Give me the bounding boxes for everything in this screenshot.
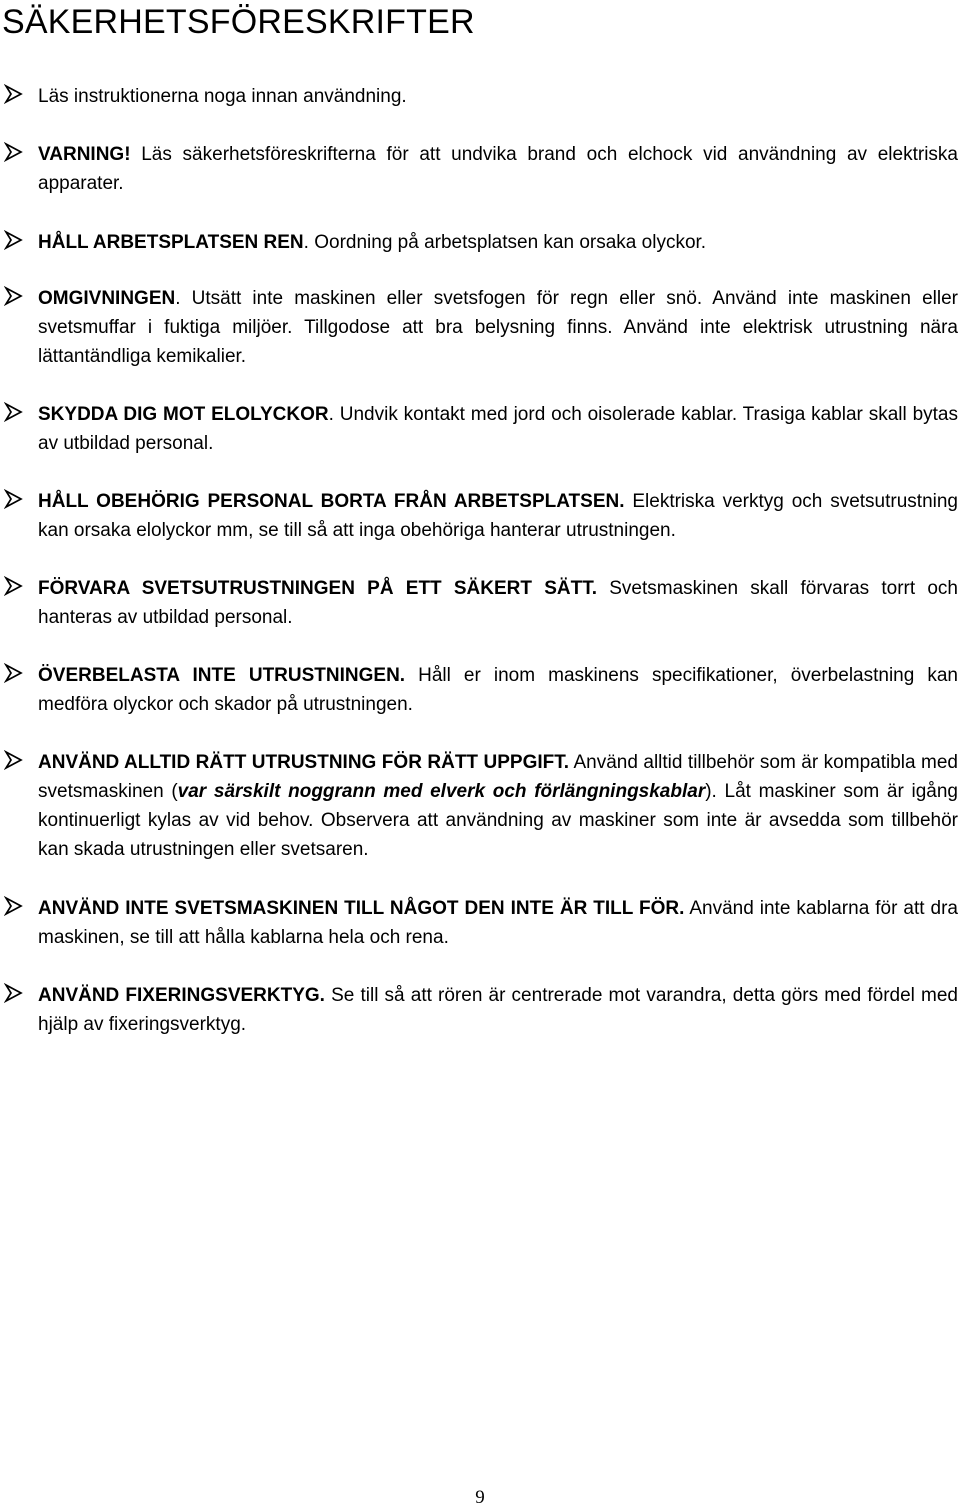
- rule-heading: ÖVERBELASTA INTE UTRUSTNINGEN.: [38, 665, 406, 686]
- rule-heading: FÖRVARA SVETSUTRUSTNINGEN PÅ ETT SÄKERT SÄTT.: [38, 578, 597, 599]
- rule-body: . Utsätt inte maskinen eller svetsfogen för regn eller snö. Använd inte maskinen eller svetsmuffar i fuktiga miljöer. Tillgodose att bra belysning finns. Använd inte elektrisk utrustning nära lättantändliga kemikalier.: [38, 288, 958, 367]
- rule-text: [38, 981, 958, 1039]
- rule-body: Använd alltid tillbehör som är kompatibla med svetsmaskinen (: [38, 752, 958, 802]
- rule-text: [38, 400, 958, 458]
- rule-body: . Undvik kontakt med jord och oisolerade kablar. Trasiga kablar skall bytas av utbildad personal.: [38, 404, 958, 454]
- arrowhead-bullet-icon: [4, 662, 24, 684]
- rule-heading: VARNING!: [38, 144, 131, 165]
- rule-body: Elektriska verktyg och svetsutrustning kan orsaka elolyckor mm, se till så att inga obehöriga hanterar utrustningen.: [38, 491, 958, 541]
- rule-text: [38, 228, 958, 257]
- rule-heading: ANVÄND INTE SVETSMASKINEN TILL NÅGOT DEN INTE ÄR TILL FÖR.: [38, 898, 685, 919]
- rule-heading: SKYDDA DIG MOT ELOLYCKOR: [38, 404, 329, 425]
- rule-emphasis: var särskilt noggrann med elverk och förlängningskablar: [177, 781, 706, 802]
- arrowhead-bullet-icon: [4, 488, 24, 510]
- arrowhead-bullet-icon: [4, 141, 24, 163]
- rule-heading: OMGIVNINGEN: [38, 288, 176, 309]
- arrowhead-bullet-icon: [4, 401, 24, 423]
- rule-text: [38, 748, 958, 864]
- rule-heading: ANVÄND FIXERINGSVERKTYG.: [38, 985, 325, 1006]
- arrowhead-bullet-icon: [4, 982, 24, 1004]
- rule-text: [38, 140, 958, 198]
- rule-heading: HÅLL ARBETSPLATSEN REN: [38, 232, 304, 253]
- rule-heading: HÅLL OBEHÖRIG PERSONAL BORTA FRÅN ARBETSPLATSEN.: [38, 491, 625, 512]
- rule-text: [38, 82, 958, 111]
- rule-body: Håll er inom maskinens specifikationer, överbelastning kan medföra olyckor och skador på utrustningen.: [38, 665, 958, 715]
- rule-body: Läs säkerhetsföreskrifterna för att undvika brand och elchock vid användning av elektriska apparater.: [38, 144, 958, 194]
- rule-text: [38, 574, 958, 632]
- arrowhead-bullet-icon: [4, 229, 24, 251]
- rule-text: [38, 284, 958, 371]
- rule-text: [38, 661, 958, 719]
- arrowhead-bullet-icon: [4, 749, 24, 771]
- rule-text: [38, 894, 958, 952]
- rule-body: Se till så att rören är centrerade mot varandra, detta görs med fördel med hjälp av fixeringsverktyg.: [38, 985, 958, 1035]
- arrowhead-bullet-icon: [4, 895, 24, 917]
- page-title: SÄKERHETSFÖRESKRIFTER: [2, 3, 475, 41]
- rule-body: . Oordning på arbetsplatsen kan orsaka olyckor.: [303, 232, 707, 253]
- rule-body-continued: ). Låt maskiner som är igång kontinuerligt kylas av vid behov. Observera att användning av maskiner som inte är avsedda som tillbehör kan skada utrustningen eller svetsaren.: [38, 781, 958, 860]
- rule-body: Använd inte kablarna för att dra maskinen, se till att hålla kablarna hela och rena.: [38, 898, 958, 948]
- rule-body: Svetsmaskinen skall förvaras torrt och hanteras av utbildad personal.: [38, 578, 958, 628]
- arrowhead-bullet-icon: [4, 285, 24, 307]
- arrowhead-bullet-icon: [4, 83, 24, 105]
- page-number: 9: [475, 1487, 485, 1508]
- arrowhead-bullet-icon: [4, 575, 24, 597]
- rule-body: Läs instruktionerna noga innan användning.: [38, 86, 407, 107]
- rule-heading: ANVÄND ALLTID RÄTT UTRUSTNING FÖR RÄTT UPPGIFT.: [38, 752, 570, 773]
- rule-text: [38, 487, 958, 545]
